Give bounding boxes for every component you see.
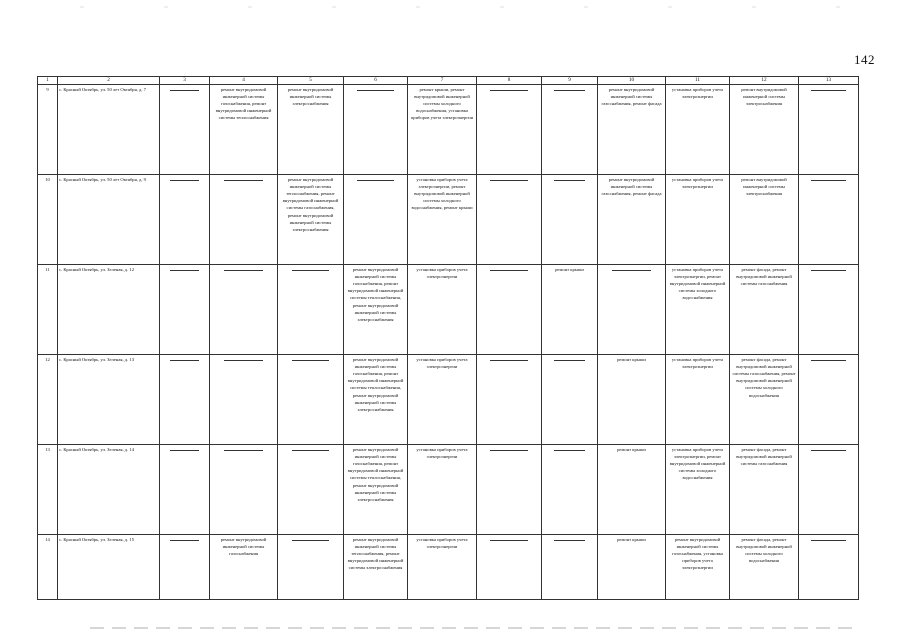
address-text: с. Красный Октябрь, ул. 50 лет Октября, д. 9	[59, 177, 146, 182]
work-text: ремонт фасада, ремонт внутридомовой инженерной системы газоснабжения	[736, 447, 792, 467]
work-cell-col-10	[598, 265, 666, 355]
work-cell-col-8	[477, 445, 542, 535]
row-number-cell	[38, 535, 58, 600]
work-cell-col-6	[344, 445, 408, 535]
row-number-text: 12	[45, 357, 50, 362]
empty-dash	[292, 540, 330, 541]
empty-dash	[811, 90, 845, 91]
work-text: ремонт внутридомовой инженерной системы электроснабжения	[741, 87, 787, 107]
work-cell-col-11	[666, 535, 730, 600]
work-text: ремонт фасада, ремонт внутридомовой инженерной системы газоснабжения	[736, 267, 792, 287]
work-cell-col-5	[278, 535, 344, 600]
work-cell-col-10	[598, 445, 666, 535]
empty-dash	[811, 450, 845, 451]
work-text: установка приборов учета электроэнергии	[416, 267, 468, 280]
work-cell-col-6	[344, 85, 408, 175]
work-text: ремонт внутридомовой инженерной системы газоснабжения, ремонт внутридомовой инженерной системы теплоснабжения, ремонт внутридомовой инженерной системы электроснабжения	[347, 357, 404, 412]
empty-dash	[811, 540, 845, 541]
work-cell-col-7	[408, 265, 477, 355]
work-text: установка приборов учета электроэнергии	[671, 177, 724, 190]
empty-dash	[224, 450, 263, 451]
column-header-1: 1	[38, 77, 58, 85]
work-cell-col-10	[598, 175, 666, 265]
work-cell-col-3	[160, 445, 210, 535]
work-cell-col-7	[408, 85, 477, 175]
work-cell-col-11	[666, 265, 730, 355]
address-text: с. Красный Октябрь, ул. Зеленая, д. 13	[59, 357, 134, 362]
work-cell-col-13	[799, 445, 859, 535]
row-number-cell	[38, 85, 58, 175]
empty-dash	[554, 450, 586, 451]
work-cell-col-12	[730, 175, 799, 265]
work-cell-col-9	[542, 175, 598, 265]
table-row	[38, 175, 859, 265]
empty-dash	[490, 450, 527, 451]
work-cell-col-5	[278, 445, 344, 535]
work-text: ремонт внутридомовой инженерной системы газоснабжения, ремонт фасада	[601, 87, 662, 107]
table-row	[38, 445, 859, 535]
column-header-12: 12	[730, 77, 799, 85]
column-header-6: 6	[344, 77, 408, 85]
work-cell-col-3	[160, 85, 210, 175]
work-cell-col-4	[210, 355, 278, 445]
row-number-text: 11	[45, 267, 50, 272]
address-text: с. Красный Октябрь, ул. Зеленая, д. 15	[59, 537, 134, 542]
work-cell-col-8	[477, 175, 542, 265]
row-number-cell	[38, 265, 58, 355]
address-cell	[58, 175, 160, 265]
column-header-4: 4	[210, 77, 278, 85]
work-cell-col-12	[730, 265, 799, 355]
work-text: ремонт внутридомовой инженерной системы теплоснабжения, ремонт внутридомовой инженерной системы газоснабжения, ремонт внутридомовой инженерной системы электроснабжения	[282, 177, 339, 232]
work-text: установка приборов учета электроэнергии	[416, 447, 468, 460]
work-cell-col-8	[477, 265, 542, 355]
work-cell-col-13	[799, 175, 859, 265]
work-text: ремонт крыши	[555, 267, 584, 272]
empty-dash	[224, 360, 263, 361]
work-text: ремонт фасада, ремонт внутридомовой инженерной системы холодного водоснабжения	[736, 537, 792, 564]
empty-dash	[170, 450, 198, 451]
work-cell-col-7	[408, 355, 477, 445]
work-text: установка приборов учета электроэнергии, ремонт внутридомовой инженерной системы холодного водоснабжения	[669, 267, 726, 301]
work-text: ремонт крыши, ремонт внутридомовой инженерной системы холодного водоснабжения, установка приборов учета электроэнергии	[410, 87, 474, 121]
empty-dash	[170, 360, 198, 361]
work-cell-col-11	[666, 85, 730, 175]
work-cell-col-11	[666, 175, 730, 265]
empty-dash	[490, 180, 527, 181]
work-cell-col-7	[408, 175, 477, 265]
work-cell-col-12	[730, 535, 799, 600]
address-text: с. Красный Октябрь, ул. Зеленая, д. 12	[59, 267, 134, 272]
work-text: ремонт внутридомовой инженерной системы газоснабжения, ремонт внутридомовой инженерной системы теплоснабжения, ремонт внутридомовой инженерной системы электроснабжения	[347, 447, 404, 502]
address-cell	[58, 535, 160, 600]
work-cell-col-6	[344, 265, 408, 355]
empty-dash	[490, 270, 527, 271]
column-header-8: 8	[477, 77, 542, 85]
work-cell-col-8	[477, 85, 542, 175]
empty-dash	[490, 360, 527, 361]
work-cell-col-9	[542, 445, 598, 535]
empty-dash	[357, 90, 394, 91]
work-text: ремонт внутридомовой инженерной системы газоснабжения	[220, 537, 267, 557]
column-header-11: 11	[666, 77, 730, 85]
address-text: с. Красный Октябрь, ул. 50 лет Октября, д. 7	[59, 87, 146, 92]
work-cell-col-4	[210, 445, 278, 535]
work-cell-col-4	[210, 535, 278, 600]
empty-dash	[224, 270, 263, 271]
address-cell	[58, 85, 160, 175]
repair-schedule-sheet	[37, 76, 858, 600]
column-number-row	[38, 77, 859, 85]
empty-dash	[811, 180, 845, 181]
work-cell-col-10	[598, 535, 666, 600]
work-cell-col-9	[542, 535, 598, 600]
empty-dash	[292, 360, 330, 361]
empty-dash	[490, 90, 527, 91]
work-text: установка приборов учета электроэнергии	[416, 357, 468, 370]
work-text: ремонт внутридомовой инженерной системы электроснабжения	[741, 177, 787, 197]
work-cell-col-10	[598, 85, 666, 175]
empty-dash	[170, 540, 198, 541]
table-row	[38, 85, 859, 175]
column-header-10: 10	[598, 77, 666, 85]
table-row	[38, 355, 859, 445]
work-cell-col-7	[408, 445, 477, 535]
table-row	[38, 535, 859, 600]
work-cell-col-11	[666, 355, 730, 445]
work-text: ремонт внутридомовой инженерной системы газоснабжения, ремонт внутридомовой инженерной системы теплоснабжения	[215, 87, 272, 121]
empty-dash	[170, 270, 198, 271]
work-cell-col-3	[160, 175, 210, 265]
work-cell-col-8	[477, 355, 542, 445]
empty-dash	[554, 540, 586, 541]
work-text: установка приборов учета электроэнергии	[416, 537, 468, 550]
work-cell-col-11	[666, 445, 730, 535]
work-cell-col-3	[160, 535, 210, 600]
work-cell-col-10	[598, 355, 666, 445]
work-cell-col-12	[730, 355, 799, 445]
scan-artifact-top	[0, 6, 905, 8]
work-cell-col-9	[542, 355, 598, 445]
row-number-cell	[38, 355, 58, 445]
column-header-3: 3	[160, 77, 210, 85]
work-cell-col-12	[730, 85, 799, 175]
work-text: установка приборов учета электроэнергии	[671, 87, 724, 100]
work-cell-col-13	[799, 85, 859, 175]
page-number: 142	[854, 52, 875, 67]
work-text: установка приборов учета электроэнергии	[671, 357, 724, 370]
work-text: ремонт внутридомовой инженерной системы теплоснабжения, ремонт внутридомовой инженерной системы электроснабжения	[347, 537, 404, 571]
work-text: ремонт крыши	[617, 537, 646, 542]
empty-dash	[811, 360, 845, 361]
work-text: установка приборов учета электроэнергии, ремонт внутридомовой инженерной системы холодного водоснабжения	[669, 447, 726, 481]
column-header-9: 9	[542, 77, 598, 85]
work-cell-col-4	[210, 175, 278, 265]
work-cell-col-13	[799, 535, 859, 600]
work-cell-col-6	[344, 175, 408, 265]
empty-dash	[170, 180, 198, 181]
work-text: ремонт внутридомовой инженерной системы газоснабжения, ремонт фасада	[601, 177, 662, 197]
table-body	[38, 85, 859, 600]
empty-dash	[811, 270, 845, 271]
row-number-text: 10	[45, 177, 50, 182]
work-text: ремонт фасада, ремонт внутридомовой инженерной системы газоснабжения, ремонт внутридомовой инженерной системы холодного водоснабжения	[732, 357, 796, 398]
empty-dash	[554, 360, 586, 361]
empty-dash	[292, 450, 330, 451]
work-cell-col-13	[799, 355, 859, 445]
work-cell-col-4	[210, 265, 278, 355]
work-cell-col-13	[799, 265, 859, 355]
column-header-7: 7	[408, 77, 477, 85]
work-cell-col-3	[160, 265, 210, 355]
address-text: с. Красный Октябрь, ул. Зеленая, д. 14	[59, 447, 134, 452]
address-cell	[58, 265, 160, 355]
column-header-5: 5	[278, 77, 344, 85]
empty-dash	[170, 90, 198, 91]
work-text: ремонт внутридомовой инженерной системы газоснабжения, установка приборов учета электроэнергии	[672, 537, 723, 571]
address-cell	[58, 445, 160, 535]
repair-schedule-table	[37, 76, 859, 600]
empty-dash	[490, 540, 527, 541]
empty-dash	[554, 90, 586, 91]
work-cell-col-4	[210, 85, 278, 175]
work-cell-col-7	[408, 535, 477, 600]
work-cell-col-12	[730, 445, 799, 535]
row-number-text: 9	[46, 87, 49, 92]
empty-dash	[554, 180, 586, 181]
scan-artifact-bottom	[90, 627, 860, 629]
work-cell-col-5	[278, 85, 344, 175]
empty-dash	[224, 180, 263, 181]
work-cell-col-8	[477, 535, 542, 600]
row-number-text: 13	[45, 447, 50, 452]
row-number-cell	[38, 175, 58, 265]
table-row	[38, 265, 859, 355]
work-cell-col-9	[542, 85, 598, 175]
work-cell-col-6	[344, 535, 408, 600]
column-header-2: 2	[58, 77, 160, 85]
column-header-13: 13	[799, 77, 859, 85]
empty-dash	[357, 180, 394, 181]
work-cell-col-5	[278, 175, 344, 265]
work-text: ремонт крыши	[617, 447, 646, 452]
address-cell	[58, 355, 160, 445]
work-cell-col-5	[278, 265, 344, 355]
row-number-cell	[38, 445, 58, 535]
work-text: установка приборов учета электроэнергии, ремонт внутридомовой инженерной системы холодного водоснабжения, ремонт крыши	[411, 177, 473, 211]
work-text: ремонт внутридомовой инженерной системы газоснабжения, ремонт внутридомовой инженерной системы теплоснабжения, ремонт внутридомовой инженерной системы электроснабжения	[347, 267, 404, 322]
work-text: ремонт внутридомовой инженерной системы электроснабжения	[287, 87, 334, 107]
row-number-text: 14	[45, 537, 50, 542]
work-cell-col-9	[542, 265, 598, 355]
work-cell-col-3	[160, 355, 210, 445]
work-text: ремонт крыши	[617, 357, 646, 362]
empty-dash	[612, 270, 651, 271]
empty-dash	[292, 270, 330, 271]
work-cell-col-5	[278, 355, 344, 445]
work-cell-col-6	[344, 355, 408, 445]
